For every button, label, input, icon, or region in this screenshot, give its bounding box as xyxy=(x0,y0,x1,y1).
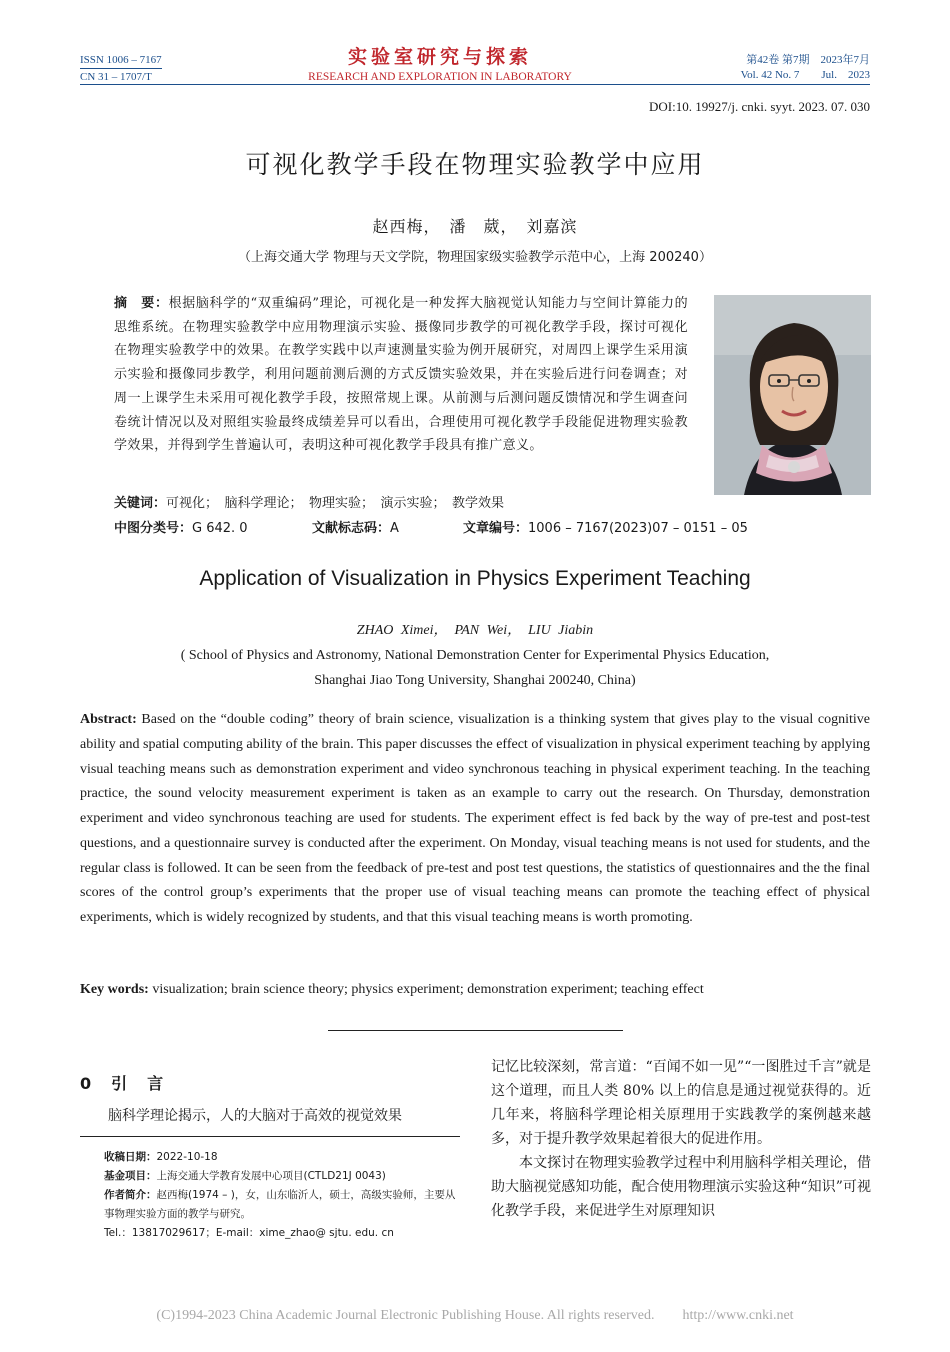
contact: Tel.：13817029617；E-mail：xime_zhao@ sjtu. edu. cn xyxy=(104,1227,394,1239)
issn-block xyxy=(80,53,162,85)
received-label: 收稿日期： xyxy=(104,1151,157,1163)
fund-label: 基金项目： xyxy=(104,1170,157,1182)
clc-label: 中图分类号： xyxy=(114,521,193,536)
keywords-cn xyxy=(114,492,504,511)
received-value: 2022-10-18 xyxy=(156,1151,218,1163)
volume-block xyxy=(741,53,870,83)
paper-title-en: Application of Visualization in Physics Experiment Teaching xyxy=(199,567,751,590)
section-heading xyxy=(80,1071,165,1094)
affiliation-en-line2: Shanghai Jiao Tong University, Shanghai 200240, China) xyxy=(314,673,636,688)
doc-label: 文献标志码： xyxy=(312,521,391,536)
affiliation-en xyxy=(0,643,950,693)
fund xyxy=(104,1167,464,1186)
abstract-cn-label: 摘 要： xyxy=(114,296,169,311)
clc-number xyxy=(114,517,248,536)
section-divider xyxy=(328,1030,623,1031)
body-text-left: 脑科学理论揭示，人的大脑对于高效的视觉效果 xyxy=(108,1108,402,1124)
paragraph-1-continued: 记忆比较深刻，常言道：“百闻不如一见”“一图胜过千言”就是这个道理，而且人类 80% 以上的信息是通过视觉获得的。近几年来，将脑科学理论相关原理用于实践教学的案例越来越多，对于提升教学效果起着很大的促进作用。 xyxy=(491,1059,871,1147)
affiliation-en-line1: ( School of Physics and Astronomy, National Demonstration Center for Experimental Physics Education, xyxy=(180,648,770,663)
author-portrait-image xyxy=(714,295,871,495)
footnote xyxy=(104,1148,464,1243)
authors-en: ZHAO Ximei， PAN Wei， LIU Jiabin xyxy=(356,623,594,638)
document-code xyxy=(312,517,399,536)
body-text-right xyxy=(491,1055,871,1223)
header-divider xyxy=(80,84,870,85)
article-value: 1006 – 7167(2023)07 – 0151 – 05 xyxy=(528,521,748,536)
cn-number: CN 31 – 1707/T xyxy=(80,68,162,85)
copyright-footer: (C)1994-2023 China Academic Journal Electronic Publishing House. All rights reserved. http://www.cnki.net xyxy=(156,1308,794,1323)
issn: ISSN 1006 – 7167 xyxy=(80,54,162,66)
keywords-en-text: visualization; brain science theory; physics experiment; demonstration experiment; teaching effect xyxy=(152,982,704,997)
journal-title-cn: 实验室研究与探索 xyxy=(347,46,532,68)
clc-value: G 642. 0 xyxy=(192,521,248,536)
paragraph-2: 本文探讨在物理实验教学过程中利用脑科学相关理论，借助大脑视觉感知功能，配合使用物理演示实验这种“知识”可视化教学手段，来促进学生对原理知识 xyxy=(491,1155,871,1219)
article-number xyxy=(463,517,748,536)
section-number: 0 xyxy=(80,1074,94,1093)
journal-masthead xyxy=(270,42,610,83)
paper-title-cn: 可视化教学手段在物理实验教学中应用 xyxy=(245,150,705,179)
abstract-cn xyxy=(114,292,688,458)
affiliation-cn: （上海交通大学 物理与天文学院，物理国家级实验教学示范中心，上海 200240） xyxy=(238,250,712,265)
author-photo xyxy=(714,295,871,495)
abstract-en-label: Abstract: xyxy=(80,712,137,727)
fund-value: 上海交通大学教育发展中心项目(CTLD21J 0043) xyxy=(156,1170,386,1182)
keywords-cn-label: 关键词： xyxy=(114,496,167,511)
abstract-en xyxy=(80,708,870,931)
abstract-cn-text: 根据脑科学的“双重编码”理论，可视化是一种发挥大脑视觉认知能力与空间计算能力的思维系统。在物理实验教学中应用物理演示实验、摄像同步教学的可视化教学手段，探讨可视化在物理实验教学中的效果。在教学实践中以声速测量实验为例开展研究，对周四上课学生采用演示实验和摄像同步教学，利用问题前测后测的方式反馈实验效果，并在实验后进行问卷调查；对周一上课学生未采用可视化教学手段，按照常规上课。从前测与后测问题反馈情况和学生调查问卷统计情况以及对照组实验最终成绩差异可以看出，合理使用可视化教学手段能促进物理实验教学效果，并得到学生普遍认可，表明这种可视化教学手段具有推广意义。 xyxy=(114,296,688,454)
abstract-en-text: Based on the “double coding” theory of brain science, visualization is a thinking system that gives play to the visual cognitive ability and spatial computing ability of the brain. This paper discusses the effect of visualization in physical experiment teaching by applying visual teaching means such as demonstration experiment and video synchronous teaching in physical experiment teaching. In the teaching practice, the sound velocity measurement experiment is taken as an example to carry out the research. On Thursday, demonstration experiment and video synchronous teaching are used for students. The experiment effect is fed back by the way of pre-test and post-test questions, and a questionnaire survey is conducted after the experiment. On Monday, visual teaching means is not used for students, and the regular class is followed. It can be seen from the feedback of pre-test and post test questions, the statistics of questionnaires and the the final scores of the control group’s experiments that the proper use of visual teaching means can promote the teaching effect of physical experiments, which is widely recognized by students, and that this visual teaching means is worth promoting. xyxy=(80,712,871,925)
volume-en: Vol. 42 No. 7 Jul. 2023 xyxy=(740,69,870,81)
keywords-en xyxy=(80,982,870,998)
doi: DOI:10. 19927/j. cnki. syyt. 2023. 07. 030 xyxy=(649,99,870,114)
bio-label: 作者简介： xyxy=(104,1189,157,1201)
bio-value: 赵西梅(1974 – )，女，山东临沂人，硕士，高级实验师，主要从事物理实验方面的教学与研究。 xyxy=(104,1189,456,1220)
received-date xyxy=(104,1148,464,1167)
keywords-en-label: Key words: xyxy=(80,982,149,997)
section-title: 引 言 xyxy=(111,1074,166,1093)
author-bio xyxy=(104,1186,464,1224)
keywords-cn-text: 可视化； 脑科学理论； 物理实验； 演示实验； 教学效果 xyxy=(166,496,505,511)
footnote-divider xyxy=(80,1136,460,1137)
authors-cn: 赵西梅， 潘 葳， 刘嘉滨 xyxy=(372,217,578,236)
doc-value: A xyxy=(390,521,399,536)
volume-cn: 第42卷 第7期 2023年7月 xyxy=(746,54,870,66)
journal-title-en: RESEARCH AND EXPLORATION IN LABORATORY xyxy=(308,71,572,83)
article-label: 文章编号： xyxy=(463,521,529,536)
